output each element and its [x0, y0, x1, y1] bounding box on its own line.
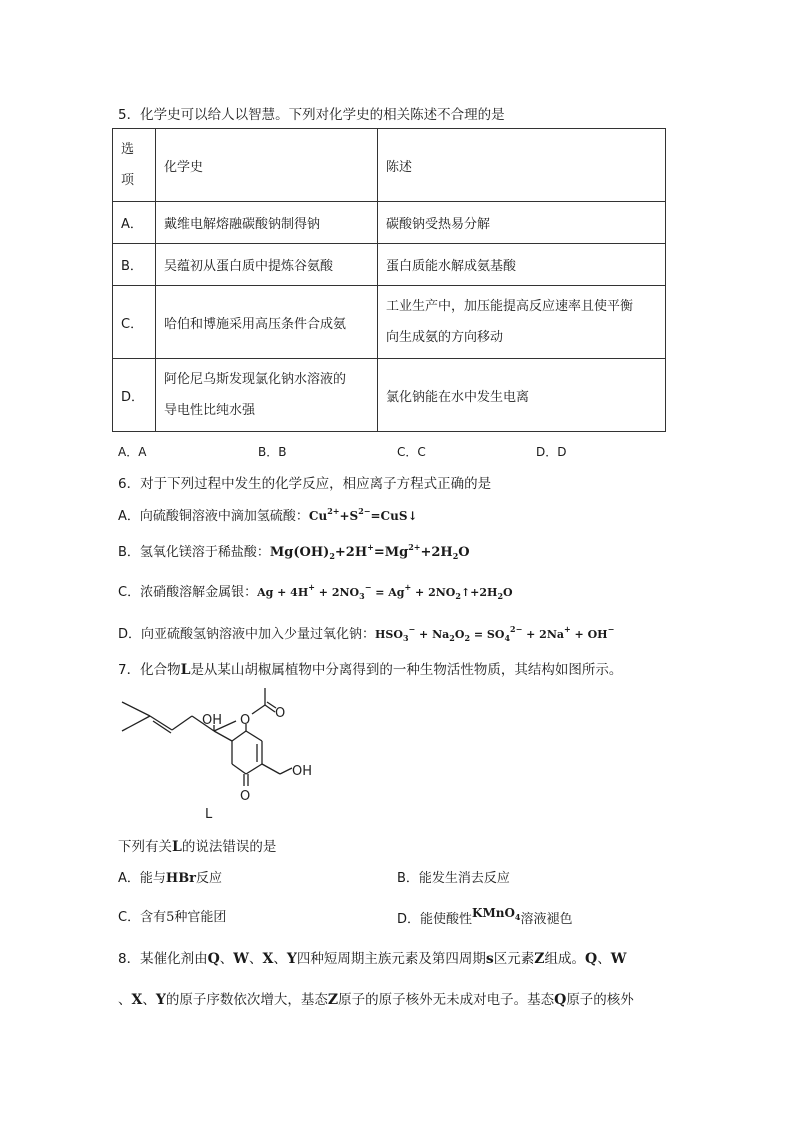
- q8-line-1: 8．某催化剂由Q、W、X、Y四种短周期主族元素及第四周期s区元素Z组成。Q、W: [118, 951, 627, 967]
- table-header-statement: 陈述: [378, 129, 666, 202]
- q6-option-d: D．向亚硫酸氢钠溶液中加入少量过氧化钠：$HSO_3^- + Na_2O_2 = SO_4^{2-} + 2Na^+ + OH^-$: [118, 624, 615, 643]
- q5-answer-a: A．A: [118, 445, 147, 459]
- table-row: C． 哈伯和博施采用高压条件合成氨 工业生产中，加压能提高反应速率且使平衡 向生成氨的方向移动: [113, 286, 666, 359]
- compound-label: L: [205, 807, 213, 822]
- ketone-oxygen-label: O: [240, 789, 251, 804]
- q5-answer-d: D．D: [536, 445, 567, 459]
- q6-option-c: C．浓硝酸溶解金属银：$Ag + 4H^+ + 2NO_3^- = Ag^+$ + $2NO_2↑+2H_2O$: [118, 582, 513, 601]
- table-row: B． 吴蕴初从蛋白质中提炼谷氨酸 蛋白质能水解成氨基酸: [113, 244, 666, 286]
- compound-l-structure: [110, 680, 350, 830]
- q7-option-c: C．含有5种官能团: [118, 910, 227, 925]
- q8-line-2: 、X、Y的原子序数依次增大，基态Z原子的原子核外无未成对电子。基态Q原子的核外: [118, 992, 634, 1008]
- q5-stem: 5．化学史可以给人以智慧。下列对化学史的相关陈述不合理的是: [118, 107, 505, 123]
- q6-stem: 6．对于下列过程中发生的化学反应，相应离子方程式正确的是: [118, 476, 492, 492]
- table-header-option: 选 项: [113, 129, 156, 202]
- hydroxyl-label: OH: [202, 713, 223, 728]
- q7-option-a: A．能与HBr反应: [118, 871, 223, 886]
- q6-option-b: B．氢氧化镁溶于稀盐酸：$Mg(OH)_2+2H^+=Mg^{2+}+2H_2O$: [118, 542, 470, 561]
- q7-option-d: D．能使酸性KMnO$_4$溶液褪色: [397, 906, 573, 927]
- ester-oxygen-label: O: [240, 713, 251, 728]
- q5-answer-b: B．B: [258, 445, 287, 459]
- q7-question: 下列有关L的说法错误的是: [118, 839, 277, 855]
- q5-answer-c: C．C: [397, 445, 426, 459]
- table-row: D． 阿伦尼乌斯发现氯化钠水溶液的 导电性比纯水强 氯化钠能在水中发生电离: [113, 359, 666, 432]
- q7-stem: 7．化合物L是从某山胡椒属植物中分离得到的一种生物活性物质，其结构如图所示。: [118, 662, 623, 678]
- carbonyl-oxygen-label: O: [275, 706, 286, 721]
- q5-table: [112, 128, 666, 432]
- hydroxymethyl-label: OH: [292, 764, 313, 779]
- table-row: A． 戴维电解熔融碳酸钠制得钠 碳酸钠受热易分解: [113, 202, 666, 244]
- table-header-history: 化学史: [156, 129, 378, 202]
- q6-option-a: A．向硫酸铜溶液中滴加氢硫酸：$Cu^{2+}+S^{2-}=CuS↓$: [118, 506, 418, 524]
- q7-option-b: B．能发生消去反应: [397, 871, 510, 886]
